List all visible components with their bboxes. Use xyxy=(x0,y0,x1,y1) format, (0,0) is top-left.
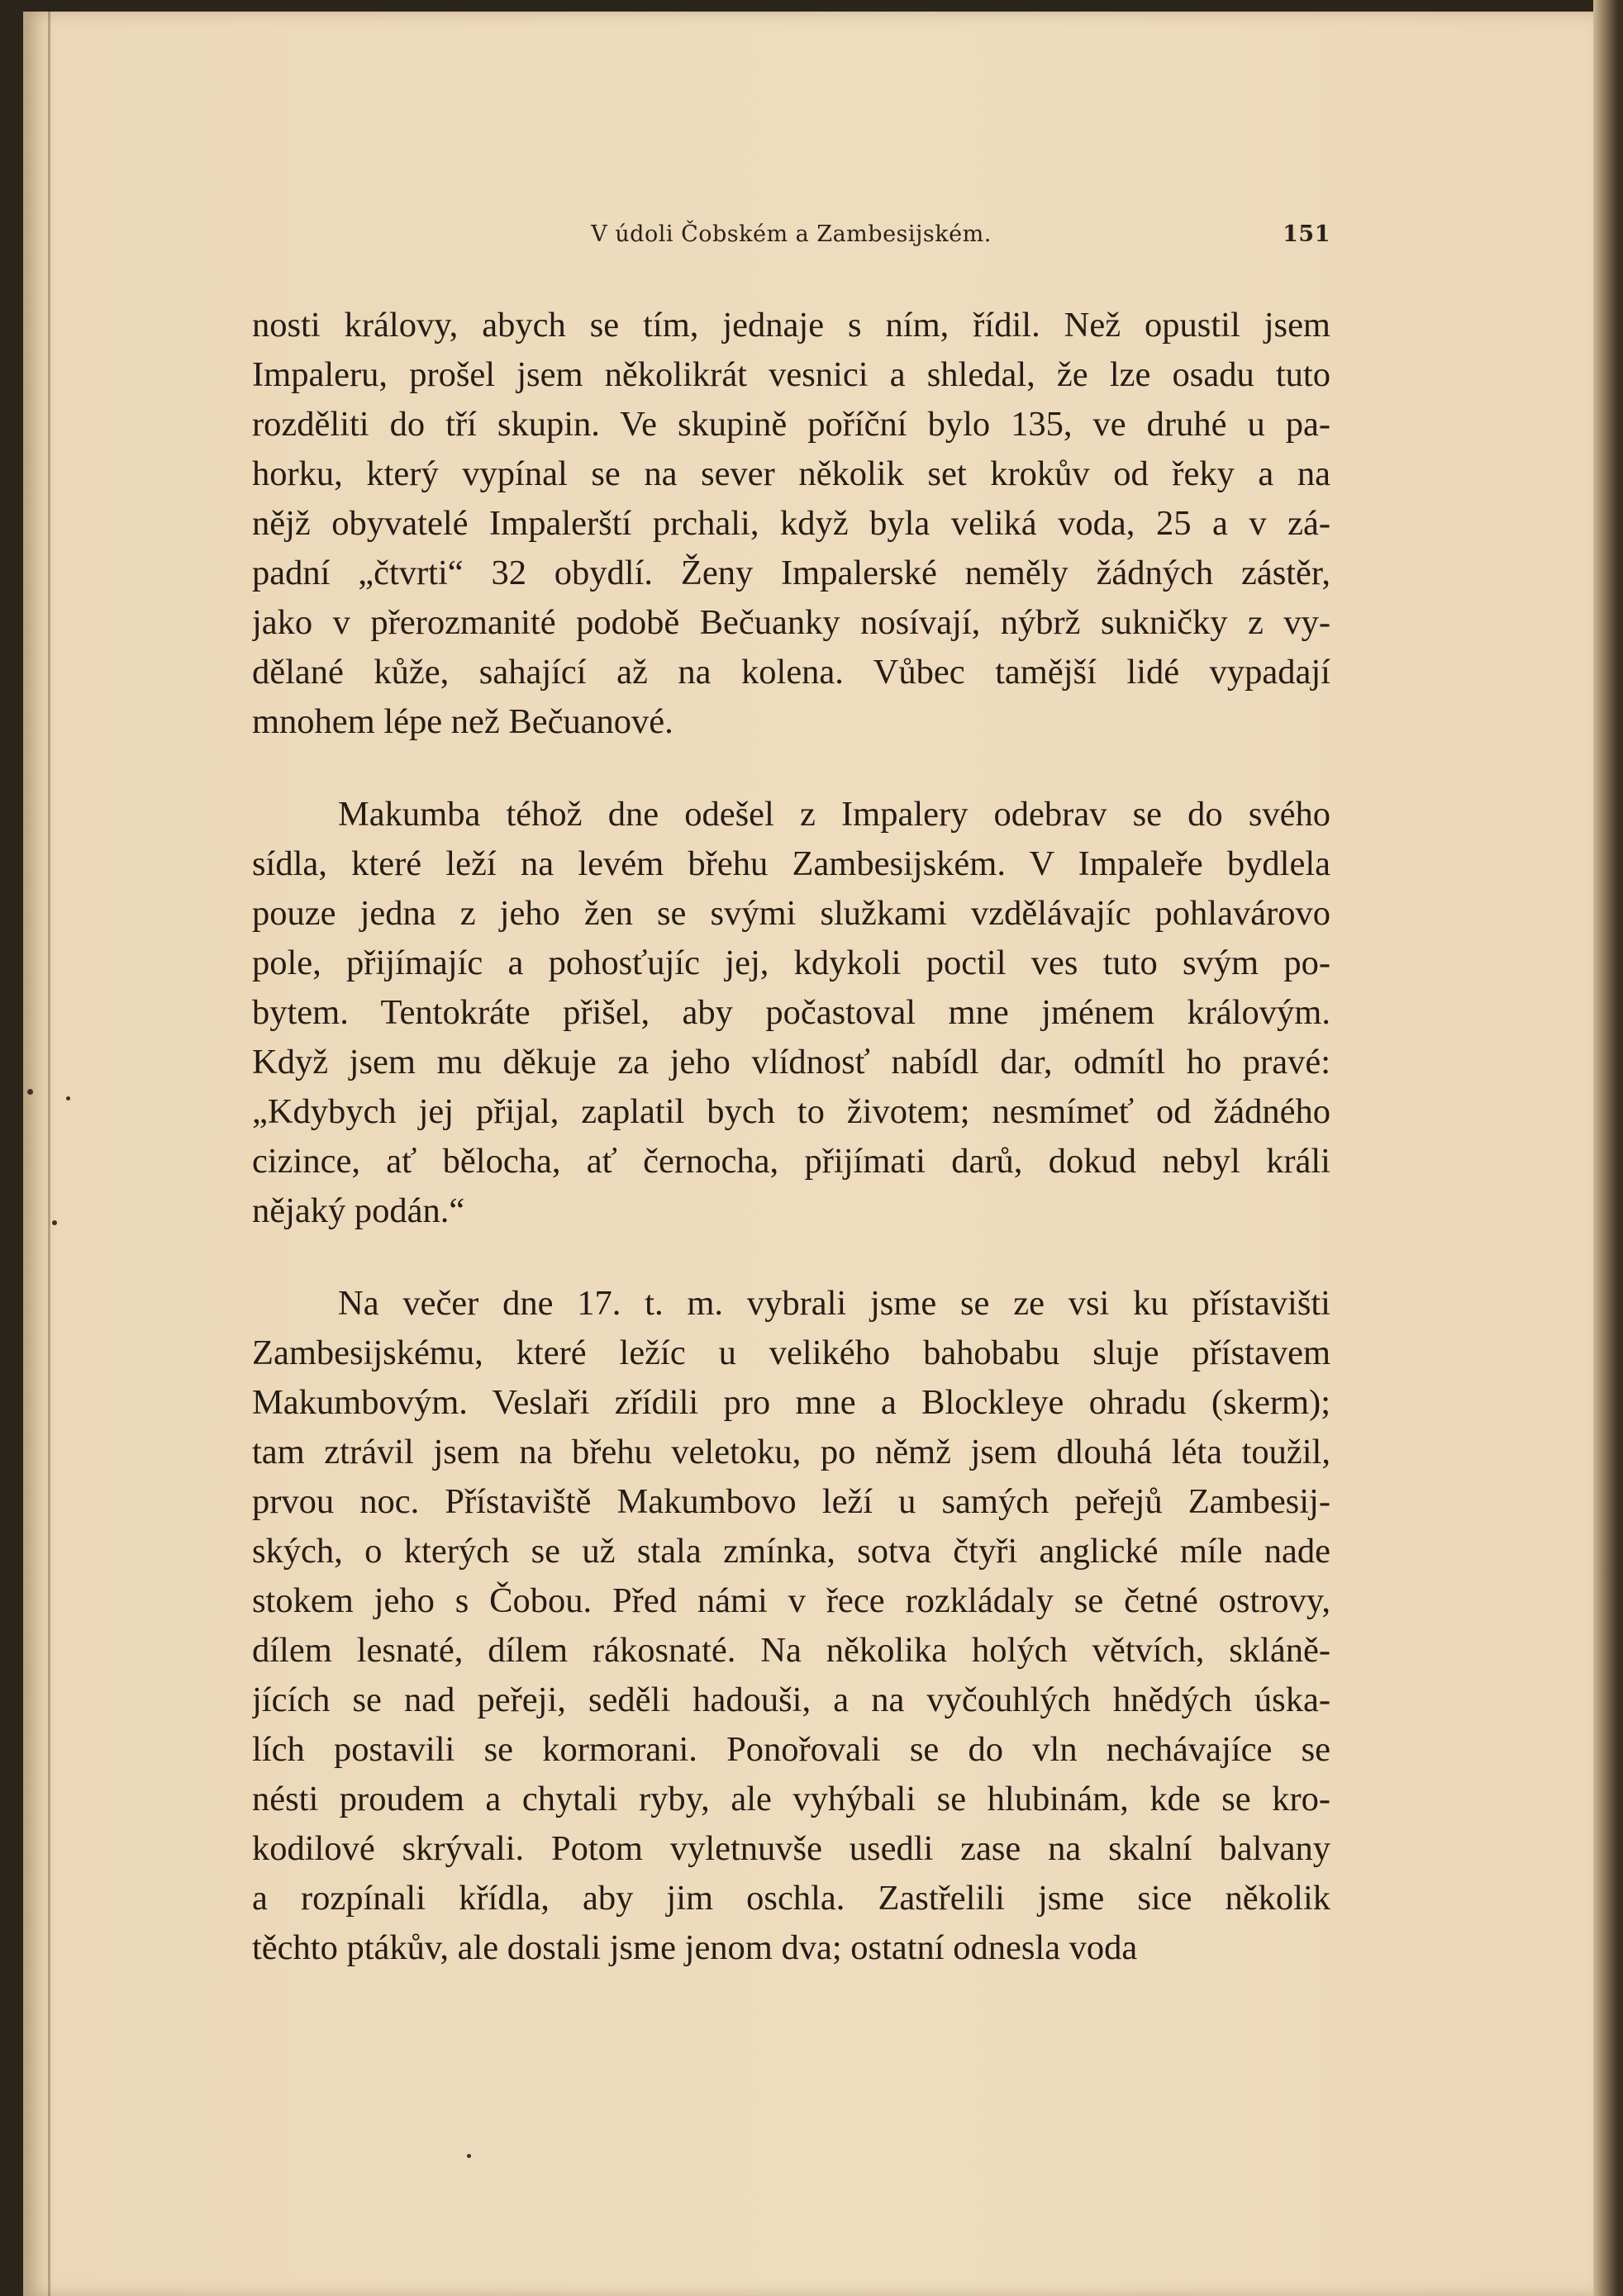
page-number: 151 xyxy=(1283,221,1330,247)
text-line: nosti královy, abych se tím, jednaje s ním, řídil. Než opustil jsem xyxy=(252,306,1330,345)
text-line: rozděliti do tří skupin. Ve skupině poříční bylo 135, ve druhé u pa- xyxy=(252,405,1330,444)
text-line: lích postavili se kormorani. Ponořovali se do vln nechávajíce se xyxy=(252,1730,1330,1769)
text-line: pouze jedna z jeho žen se svými služkami vzdělávajíc pohlavárovo xyxy=(252,894,1330,933)
text-line: Zambesijskému, které ležíc u velikého bahobabu sluje přístavem xyxy=(252,1333,1330,1372)
ink-speck xyxy=(27,1089,33,1095)
text-line: jako v přerozmanité podobě Bečuanky nosívají, nýbrž sukničky z vy- xyxy=(252,603,1330,642)
text-line: dělané kůže, sahající až na kolena. Vůbec tamější lidé vypadají xyxy=(252,653,1330,692)
text-line: Impaleru, prošel jsem několikrát vesnici a shledal, že lze osadu tuto xyxy=(252,355,1330,394)
text-line: ských, o kterých se už stala zmínka, sotva čtyři anglické míle nade xyxy=(252,1532,1330,1571)
ink-speck xyxy=(467,2154,471,2158)
text-line: bytem. Tentokráte přišel, aby počastoval mne jménem královým. xyxy=(252,993,1330,1032)
text-line: Na večer dne 17. t. m. vybrali jsme se ze vsi ku přístavišti xyxy=(338,1284,1330,1323)
ink-speck xyxy=(52,1220,57,1225)
ink-speck xyxy=(66,1096,70,1100)
paragraph xyxy=(252,301,1330,747)
text-line: Makumbovým. Veslaři zřídili pro mne a Blockleye ohradu (skerm); xyxy=(252,1383,1330,1422)
text-line: sídla, které leží na levém břehu Zambesijském. V Impaleře bydlela xyxy=(252,844,1330,883)
running-title: V údoli Čobském a Zambesijském. xyxy=(591,221,992,247)
text-line: stokem jeho s Čobou. Před námi v řece rozkládaly se četné ostrovy, xyxy=(252,1581,1330,1620)
text-line: Makumba téhož dne odešel z Impalery odebrav se do svého xyxy=(338,795,1330,834)
text-line: padní „čtvrti“ 32 obydlí. Ženy Impalerské neměly žádných zástěr, xyxy=(252,554,1330,592)
text-line: Když jsem mu děkuje za jeho vlídnosť nabídl dar, odmítl ho pravé: xyxy=(252,1043,1330,1081)
paragraph xyxy=(252,790,1330,1236)
text-line: nějaký podán.“ xyxy=(252,1191,465,1230)
text-line: dílem lesnaté, dílem rákosnaté. Na několika holých větvích, skláně- xyxy=(252,1631,1330,1670)
text-line: cizince, ať bělocha, ať černocha, přijímati darů, dokud nebyl králi xyxy=(252,1142,1330,1181)
text-line: horku, který vypínal se na sever několik set krokův od řeky a na xyxy=(252,454,1330,493)
text-line: pole, přijímajíc a pohosťujíc jej, kdykoli poctil ves tuto svým po- xyxy=(252,944,1330,982)
text-line: prvou noc. Přístaviště Makumbovo leží u samých peřejů Zambesij- xyxy=(252,1482,1330,1521)
text-line: a rozpínali křídla, aby jim oschla. Zastřelili jsme sice několik xyxy=(252,1879,1330,1918)
paragraph xyxy=(252,1279,1330,1973)
text-line: těchto ptákův, ale dostali jsme jenom dva; ostatní odnesla voda xyxy=(252,1928,1138,1967)
binding-shadow xyxy=(48,12,50,2296)
page-header xyxy=(252,221,1330,263)
body-text xyxy=(252,301,1330,2016)
text-line: mnohem lépe než Bečuanové. xyxy=(252,702,673,741)
text-line: kodilové skrývali. Potom vyletnuvše usedli zase na skalní balvany xyxy=(252,1829,1330,1868)
text-line: nějž obyvatelé Impalerští prchali, když byla veliká voda, 25 a v zá- xyxy=(252,504,1330,543)
page-edge xyxy=(1593,0,1623,2296)
text-line: nésti proudem a chytali ryby, ale vyhýbali se hlubinám, kde se kro- xyxy=(252,1780,1330,1818)
text-line: tam ztrávil jsem na břehu veletoku, po němž jsem dlouhá léta toužil, xyxy=(252,1433,1330,1471)
text-line: „Kdybych jej přijal, zaplatil bych to životem; nesmímeť od žádného xyxy=(252,1092,1330,1131)
text-line: jících se nad peřeji, seděli hadouši, a na vyčouhlých hnědých úska- xyxy=(252,1680,1330,1719)
